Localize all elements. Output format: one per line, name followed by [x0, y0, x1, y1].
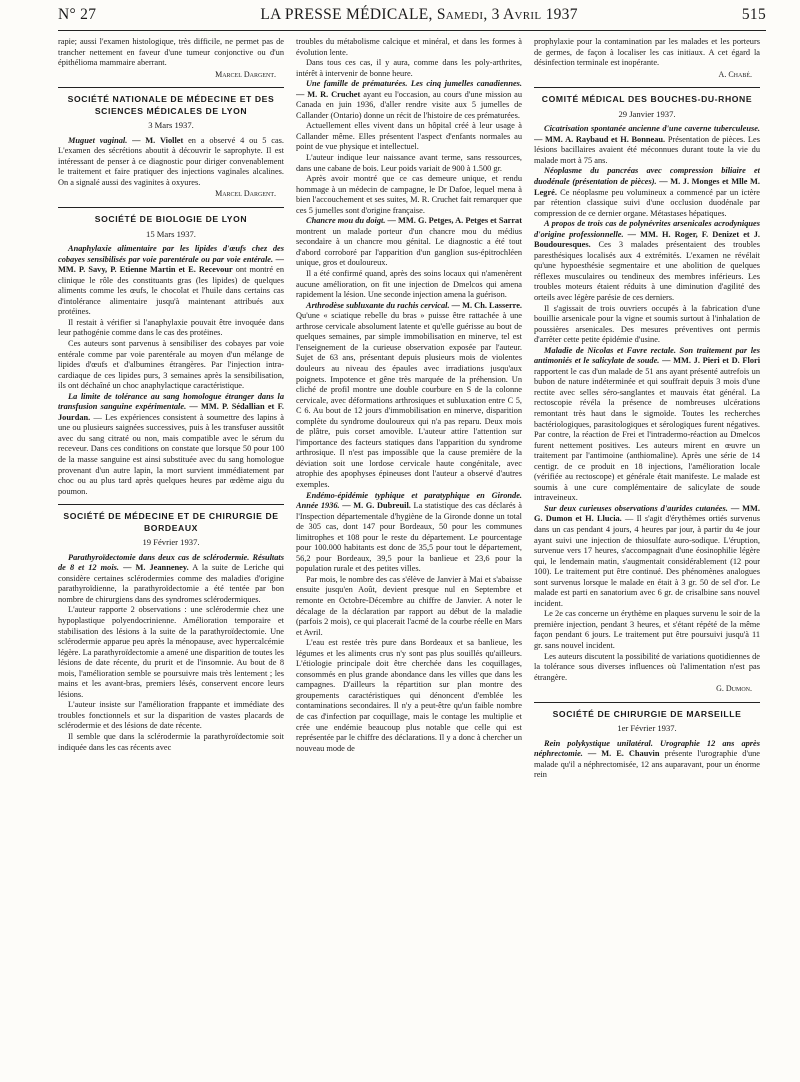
- paragraph: rapie; aussi l'examen histologique, très difficile, ne permet pas de trancher nettement en faveur d'une tumeur conjonctive ou d'un épithélioma mammaire aberrant.: [58, 37, 284, 68]
- article-author: — M. Ch. Lasserre.: [451, 300, 522, 310]
- meeting-date: 15 Mars 1937.: [146, 228, 196, 239]
- article: [534, 124, 760, 166]
- article-author: — MM. P. Sédallian et F. Jourdan.: [58, 402, 284, 422]
- article-text: A la suite de Leriche qui considère certaines sclérodermies comme des maladies d'origine parathyroïdienne, la parathyroïdectomie a été tentée par bon nombre de chirurgiens dans des syndromes sclérodermiques.: [58, 563, 284, 604]
- paragraph: Le 2e cas concerne un érythème en plaques survenu le soir de la première injection, pendant 3 heures, et s'étant répété de la même façon pendant 6 jours. Le traitement put être poursuivi jusqu'à 11 gr. sans nouvel incident.: [534, 609, 760, 651]
- article: [58, 553, 284, 606]
- article-title: Parathyroïdectomie dans deux cas de sclérodermie. Résultats de 8 et 12 mois.: [58, 552, 284, 573]
- society-heading: SOCIÉTÉ DE CHIRURGIE DE MARSEILLE: [552, 708, 742, 719]
- article-author: — M. E. Chauvin: [587, 749, 660, 759]
- meeting-date: 1er Février 1937.: [617, 723, 677, 734]
- article: [534, 219, 760, 303]
- text-columns: [58, 37, 766, 1077]
- article-title: Rein polykystique unilatéral. Urographie 12 ans après néphrectomie.: [534, 738, 760, 759]
- paragraph: Dans tous ces cas, il y aura, comme dans les poly-arthrites, intérêt à intervenir de bonne heure.: [296, 58, 522, 78]
- signature: Marcel Dargent.: [215, 69, 276, 79]
- article-text: ont montré en clinique le rôle des constituants gras (les lipides) de quelques aliments comme les œufs, le chocolat et l'huile dans certains cas d'intolérance alimentaire jusqu'à maintenant attribués aux protéines.: [58, 265, 284, 317]
- article-text: Qu'une « sciatique rebelle du bras » puisse être rattachée à une arthrose cervicale absolument latente et qu'elle guérisse au bout de quelques semaines, par simple immobilisation en minerve, tel est l'enseignement de la curieuse observation exposée par l'auteur. Sujet de 63 ans, présentant depuis plusieurs mois de violentes douleurs au niveau des épaules avec irradiations jusqu'aux poignets. Impotence et gêne très marquée de la préhension. Un cliché de profil montre une double courbure en S de la colonne cervicale, avec déformations arthrosiques et subluxation entre C 5, C 6. Au bout de 12 jours d'immobilisation en minerve, disparition complète du syndrome douloureux qui n'a pas reparu. Deux mois de plâtre, puis corset amovible. L'auteur attire l'attention sur l'importance des facteurs statiques dans l'apparition du syndrome arthrosique. Il n'est pas impossible que la cause première de la déviation soit une lordose cervicale haute congénitale, avec atrophie des apophyses épineuses dont l'auteur a observé d'autres exemples.: [296, 311, 522, 489]
- article-text: ayant eu l'occasion, au cours d'une mission au Canada en juin 1936, d'aller rendre visite aux 5 jumelles de Callander (Ontario) donne un récit de l'histoire de ces prématurées.: [296, 89, 522, 120]
- article: [296, 79, 522, 121]
- signature: Marcel Dargent.: [215, 189, 276, 199]
- article: [58, 136, 284, 189]
- meeting-date: 3 Mars 1937.: [148, 120, 194, 131]
- article-title: Chancre mou du doigt.: [306, 216, 386, 226]
- article-text: Présentation de pièces. Les lésions bacillaires avaient été méconnues durant toute la vie du malade mort à 75 ans.: [534, 134, 760, 165]
- article-author: — MM. P. Savy, P. Etienne Martin et E. Recevour: [58, 254, 284, 275]
- journal-title: LA PRESSE MÉDICALE, Samedi, 3 Avril 1937: [260, 6, 578, 23]
- paragraph: Il a été confirmé quand, après des soins locaux qui n'amenèrent aucune amélioration, on fit une injection de Dmelcos qui amena rapidement la lésion. Une seconde injection amena la guérison.: [296, 269, 522, 300]
- article-text: en a observé 4 ou 5 cas. L'examen des sécrétions aboutit à découvrir le saprophyte. Il est intéressant de penser à ce diagnostic pour diriger convenablement le traitement et faire pratiquer des injections vaginales alcalines. On a signalé aussi des vaginites à oxyures.: [58, 135, 284, 187]
- column-3: [534, 37, 760, 1077]
- paragraph: Après avoir montré que ce cas demeure unique, et rendu hommage à un médecin de campagne, le Dr Dafoe, lequel mena à bien l'accouchement et ses suites, M. R. Cruchet fait remarquer que ces 5 jumelles sont d'origine française.: [296, 174, 522, 215]
- article-author: — M. Viollet: [132, 135, 184, 145]
- article-text: présente l'urographie d'une malade qu'il a néphrectomisée, 12 ans auparavant, pour un énorme rein: [534, 749, 760, 780]
- column-2: [296, 37, 522, 1077]
- society-heading: SOCIÉTÉ DE BIOLOGIE DE LYON: [94, 214, 248, 225]
- society-heading: SOCIÉTÉ NATIONALE DE MÉDECINE ET DES SCIENCES MÉDICALES DE LYON: [67, 94, 275, 116]
- article-title: Maladie de Nicolas et Favre rectale. Son traitement par les antimoniés et le salicylate de soude.: [534, 345, 760, 366]
- section-divider: [58, 504, 284, 505]
- article-author: — MM. J. Pieri et D. Flori: [662, 356, 760, 366]
- paragraph: Ces auteurs sont parvenus à sensibiliser des cobayes par voie entérale comme par voie parentérale au moyen d'un mélange de lipides d'œufs et d'albumines étrangères. Par l'injection intra-cardiaque de ces lipides purs, 3 semaines après la sensibilisation, ils ont déchaîné un choc anaphylactique caractéristique.: [58, 338, 284, 391]
- paragraph: L'eau est restée très pure dans Bordeaux et sa banlieue, les légumes et les aliments crus n'y sont pas plus souillés qu'ailleurs. L'étiologie principale doit être cherchée dans les coquillages, consommés en plus grande abondance dans les villes que dans les campagnes. D'ailleurs la répartition sur plan montre des groupements caractéristiques qui dénoncent d'emblée les contaminations secondaires. Il n'y a peut-être qu'un faible nombre de cas d'infection par coquillage, mais le contage les multiplie et crée une endémie beaucoup plus notable que celle qui est représentée par le chiffre des déclarations. Il y a donc à chercher un nouveau mode de: [296, 638, 522, 753]
- meeting-date: 29 Janvier 1937.: [618, 108, 676, 119]
- article: [296, 301, 522, 491]
- column-1: [58, 37, 284, 1077]
- article: [534, 166, 760, 219]
- article-author: — M. G. Dubreuil.: [342, 501, 411, 511]
- article-title: Sur deux curieuses observations d'aurides cutanées.: [544, 503, 728, 513]
- society-heading: SOCIÉTÉ DE MÉDECINE ET DE CHIRURGIE DE BORDEAUX: [63, 511, 279, 533]
- article-title: Une famille de prématurées. Les cinq jumelles canadiennes.: [306, 79, 522, 89]
- article-text: — Il s'agit d'érythèmes ortiés survenus dans un cas pendant 4 jours, 4 heures par jour, à partir du 4e jour ayant suivi une injection de thiosulfate auro-sodique. L'éruption, survenue vers 17 heures, s'accompagnait d'une éosinophilie légère qui, le lendemain matin, s'augmentait considérablement (12 pour 100). Le traitement put être continué. Des phénomènes analogues sont survenus lorsque le malade en était à 3 gr. 50 de sel d'or. Le malade est parti en sanatorium avec 6 gr. de crisalbine sans nouvel incident.: [534, 514, 760, 608]
- paragraph: Il s'agissait de trois ouvriers occupés à la fabrication d'une bouillie arsenicale pour la vigne et soumis surtout à l'inhalation de poussières arsenicales. Des mesures préventives ont permis d'arrêter cette petite épidémie d'usine.: [534, 303, 760, 345]
- paragraph: Actuellement elles vivent dans un hôpital créé à leur usage à Callander même. Elles présentent l'aspect d'enfants normales au point de vue physique et intellectuel.: [296, 121, 522, 152]
- article-title: A propos de trois cas de polynévrites arsenicales acrodyniques d'origine professionnelle.: [534, 219, 760, 239]
- article-text: La statistique des cas déclarés à l'Inspection départementale d'hygiène de la Gironde donne un total de 305 cas, dont 147 pour Bordeaux, 50 pour les communes limitrophes et 108 pour le reste du département. Le pourcentage pour 100.000 habitants est donc de 35,5 pour tout le département, 56,2 pour Bordeaux, 39,5 pour la banlieue et 23,6 pour la population rurale et des petites villes.: [296, 501, 522, 574]
- section-divider: [58, 87, 284, 88]
- article-author: — M. J. Monges et Mlle M. Legré.: [534, 176, 760, 197]
- article-title: Muguet vaginal.: [68, 135, 128, 145]
- article-text: Ce néoplasme peu volumineux a commencé par un ictère par rétention classique suivi d'une occlusion duodénale par compression de ce dernier organe. Métastases hépatiques.: [534, 187, 760, 218]
- paragraph: L'auteur rapporte 2 observations : une sclérodermie chez une hypoplastique polyendocrinienne. Amélioration temporaire et stabilisation des lésions à la suite de la parathyroïdectomie. Une sclérodermie apparue peu après la ménopause, avec hypercalcémie légère. La parathyroïdectomie a amené une disparition de toutes les lésions de date récente, du prurit et de l'insomnie. Au bout de 8 mois, l'amélioration semble se poursuivre mais très lentement ; les mains et les avant-bras, premiers lésés, conservent encore leurs lésions.: [58, 605, 284, 699]
- article: [534, 504, 760, 609]
- article-author: — M. Jeanneney.: [123, 563, 189, 573]
- article-title: La limite de tolérance au sang homologue étranger dans la transfusion sanguine expérimentale.: [58, 391, 284, 412]
- article-author: — M. R. Cruchet: [296, 89, 361, 99]
- issue-number: N° 27: [58, 6, 97, 23]
- article: [296, 216, 522, 269]
- article-author: — MM. A. Raybaud et H. Bonneau.: [534, 134, 666, 144]
- paragraph: L'auteur insiste sur l'amélioration frappante et immédiate des troubles fonctionnels et sur la disparition de vastes placards de sclérodermie et des lésions de date récente.: [58, 700, 284, 731]
- page-header: [58, 6, 766, 31]
- article: [534, 346, 760, 504]
- article-text: montrent un malade porteur d'un chancre mou du médius secondaire à un chancre mou génital. Le diagnostic a été tout d'abord corroboré par l'apparition d'un ganglion sus-épitrochléen unique, gros et douloureux.: [296, 226, 522, 268]
- section-divider: [534, 702, 760, 703]
- paragraph: Par mois, le nombre des cas s'élève de Janvier à Mai et s'abaisse ensuite jusqu'en Août, devient presque nul en Septembre et remonte en Octobre-Décembre au chiffre de Janvier. A noter le décalage de la déclaration par rapport au début de la maladie (parfois 2 mois), ce qui placerait l'acmé de la courbe réelle en Mars et Avril.: [296, 574, 522, 637]
- article: [58, 244, 284, 318]
- paragraph: troubles du métabolisme calcique et minéral, et dans les formes à évolution lente.: [296, 37, 522, 57]
- article: [58, 392, 284, 497]
- society-heading: COMITÉ MÉDICAL DES BOUCHES-DU-RHONE: [541, 94, 753, 105]
- article-author: — MM. G. Dumon et H. Llucia.: [534, 503, 760, 524]
- paragraph: Les auteurs discutent la possibilité de variations quotidiennes de la tolérance sous diverses influences où l'alimentation n'est pas étrangère.: [534, 651, 760, 682]
- article: [534, 739, 760, 781]
- article-author: — MM. H. Roger, F. Denizet et J. Boudouresques.: [534, 229, 760, 250]
- article-text: — Les expériences consistent à soumettre des lapins à une ou plusieurs saignées successives, puis à les transfuser aussitôt avec du sang citraté ou non, mais compatible avec le sérum du receveur. Dans ces conditions on constate que lorsque 50 pour 100 de la masse sanguine est ainsi substituée avec du sang homologue provenant d'un autre lapin, la mort survient immédiatement par choc ou au plus tard après quelques heures par œdème aigu du poumon.: [58, 412, 284, 496]
- page-number: 515: [741, 6, 766, 23]
- article: [296, 491, 522, 575]
- article-title: Néoplasme du pancréas avec compression biliaire et duodénale (présentation de pièces).: [534, 166, 760, 186]
- meeting-date: 19 Février 1937.: [142, 537, 200, 548]
- article-title: Arthrodèse subluxante du rachis cervical.: [306, 300, 450, 310]
- paragraph: Il semble que dans la sclérodermie la parathyroïdectomie soit indiquée dans les cas récents avec: [58, 732, 284, 752]
- paragraph: prophylaxie pour la contamination par les malades et les porteurs de germes, de façon à localiser les cas initiaux. A cet égard la désinfection terminale est inopérante.: [534, 37, 760, 68]
- article-text: rapportent le cas d'un malade de 51 ans ayant présenté autrefois un bubon de nature indéterminée et qui souffrait depuis 3 mois d'une rectite avec selles séro-sanglantes et mauvais état général. La rectoscopie révéla la présence de nombreuses ulcérations remontant très haut dans le sigmoïde. Toutes les recherches bactériologiques, parasitologiques et sérologiques furent négatives. Par contre, la réaction de Frei et l'intradermo-réaction au Dmelcos furent nettement positives. Les auteurs mirent en œuvre un traitement par l'antimoine (anthiomaline). Après une série de 14 centigr. de ce produit en 18 injections, l'amélioration locale (vérifiée au rectoscope) et générale était manifeste. Le malade est soumis à une cure complémentaire de salicylate de soude intraveineux.: [534, 366, 760, 503]
- paragraph: Il restait à vérifier si l'anaphylaxie pouvait être invoquée dans leur pathogénie comme dans le cas des protéines.: [58, 317, 284, 338]
- article-title: Endémo-épidémie typhique et paratyphique en Gironde. Année 1936.: [296, 490, 522, 511]
- article-author: — MM. G. Petges, A. Petges et Sarrat: [387, 216, 522, 226]
- section-divider: [534, 87, 760, 88]
- signature: A. Chabé.: [718, 69, 752, 79]
- signature: G. Dumon.: [716, 684, 752, 694]
- article-title: Anaphylaxie alimentaire par les lipides d'œufs chez des cobayes sensibilisés par voie parentérale ou par voie entérale.: [58, 244, 284, 264]
- article-title: Cicatrisation spontanée ancienne d'une caverne tuberculeuse.: [544, 124, 760, 134]
- section-divider: [58, 207, 284, 208]
- article-text: Ces 3 malades présentaient des troubles paresthésiques localisés aux 4 extrémités. L'examen ne révélait qu'une hypoesthésie segmentaire et une abolition de quelques réflexes musculaires ou tendineux des membres inférieurs. Les troubles moteurs étaient réduits à une diminution d'agilité des orteils avec légère parésie de ces derniers.: [534, 240, 760, 302]
- paragraph: L'auteur indique leur naissance avant terme, sans ressources, dans une cabane de bois. Leur poids variait de 900 à 1.500 gr.: [296, 153, 522, 173]
